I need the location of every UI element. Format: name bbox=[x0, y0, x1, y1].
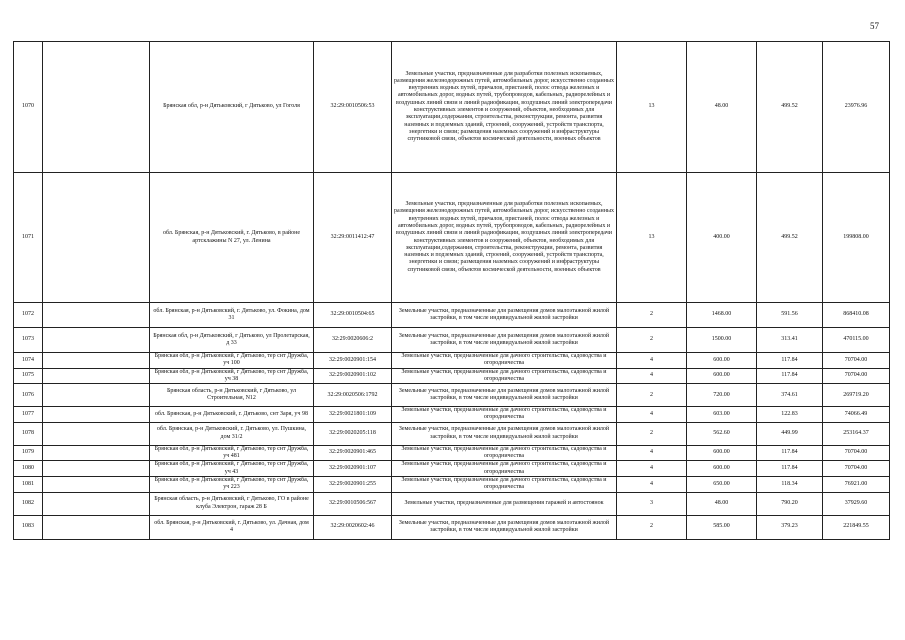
address-cell: Брянская обл, р-н Дятьковский, г Дятьково, ул Гоголя bbox=[150, 42, 314, 173]
cadastral-number-cell: 32:29:0020506:1792 bbox=[314, 384, 392, 407]
address-cell: обл. Брянская, р-н Дятьковский, г. Дятьково, ул. Дачная, дом 4 bbox=[150, 515, 314, 539]
address-cell: обл. Брянская, р-н Дятьковский, г. Дятьково, в районе артсклажины N 27, ул. Ленина bbox=[150, 173, 314, 303]
address-cell: Брянская область, р-н Дятьковский, г Дятьково, ул Строительная, N12 bbox=[150, 384, 314, 407]
row-number-cell: 1078 bbox=[14, 422, 43, 445]
address-cell: Брянская область, р-н Дятьковский, г Дятьково, ГО в районе клуба Электрон, гараж 28 Б bbox=[150, 492, 314, 515]
area-cell: 48.00 bbox=[687, 42, 757, 173]
row-number-cell: 1077 bbox=[14, 407, 43, 423]
purpose-cell: Земельные участки, предназначенные для дачного строительства, садоводства и огородничества bbox=[392, 368, 617, 384]
purpose-cell: Земельные участки, предназначенные для размещения домов малоэтажной жилой застройки, в том числе индивидуальной жилой застройки bbox=[392, 515, 617, 539]
area-cell: 1468.00 bbox=[687, 303, 757, 328]
row-number-cell: 1074 bbox=[14, 353, 43, 369]
unit-price-cell: 591.56 bbox=[757, 303, 823, 328]
cadastral-cost-cell: 269719.20 bbox=[823, 384, 890, 407]
row-number-cell: 1072 bbox=[14, 303, 43, 328]
address-cell: обл. Брянская, р-н Дятьковский, г. Дятьково, ул. Фокина, дом 31 bbox=[150, 303, 314, 328]
purpose-cell: Земельные участки, предназначенные для размещения домов малоэтажной жилой застройки, в том числе индивидуальной жилой застройки bbox=[392, 422, 617, 445]
unit-price-cell: 117.84 bbox=[757, 461, 823, 477]
table-row bbox=[14, 476, 890, 492]
row-number-cell: 1082 bbox=[14, 492, 43, 515]
cadastral-number-cell: 32:29:0020901:465 bbox=[314, 445, 392, 461]
address-cell: Брянская обл, р-н Дятьковский, г Дятьково, тер снт Дружба, уч 100 bbox=[150, 353, 314, 369]
purpose-cell: Земельные участки, предназначенные для дачного строительства, садоводства и огородничества bbox=[392, 461, 617, 477]
address-cell: обл. Брянская, р-н Дятьковский, г. Дятьково, снт Заря, уч 98 bbox=[150, 407, 314, 423]
purpose-cell: Земельные участки, предназначенные для разработки полезных ископаемых, размещения железнодорожных путей, автомобильных дорог, искусственно созданных внутренних водных путей, причалов, пристаней, полос отвода железных и автомобильных дорог, водных путей, трубопроводов, кабельных, радиорелейных и воздушных линий связи и линий радиофикации, воздушных линий электропередачи конструктивных элементов и сооружений, объектов, необходимых для эксплуатации,содержания, строительства, реконструкции, ремонта, развития наземных и подземных зданий, строений, сооружений, устройств транспорта, энергетики и связи; размещения наземных сооружений и инфраструктуры спутниковой связи, объектов космической деятельности, военных объектов bbox=[392, 42, 617, 173]
unit-price-cell: 379.23 bbox=[757, 515, 823, 539]
area-cell: 603.00 bbox=[687, 407, 757, 423]
unit-price-cell: 790.20 bbox=[757, 492, 823, 515]
group-code-cell: 4 bbox=[617, 368, 687, 384]
purpose-cell: Земельные участки, предназначенные для разработки полезных ископаемых, размещения железнодорожных путей, автомобильных дорог, искусственно созданных внутренних водных путей, причалов, пристаней, полос отвода железных и автомобильных дорог, водных путей, трубопроводов, кабельных, радиорелейных и воздушных линий связи и линий радиофикации, воздушных линий электропередачи конструктивных элементов и сооружений, объектов, необходимых для эксплуатации,содержания, строительства, реконструкции, ремонта, развития наземных и подземных зданий, строений, сооружений, устройств транспорта, энергетики и связи; размещения наземных сооружений и инфраструктуры спутниковой связи, объектов космической деятельности, военных объектов bbox=[392, 173, 617, 303]
cadastral-number-cell: 32:29:0020205:118 bbox=[314, 422, 392, 445]
empty-cell bbox=[43, 368, 150, 384]
unit-price-cell: 117.84 bbox=[757, 368, 823, 384]
area-cell: 562.60 bbox=[687, 422, 757, 445]
area-cell: 48.00 bbox=[687, 492, 757, 515]
address-cell: Брянская обл, р-н Дятьковский, г Дятьково, тер снт Дружба, уч 223 bbox=[150, 476, 314, 492]
cadastral-cost-cell: 470115.00 bbox=[823, 328, 890, 353]
purpose-cell: Земельные участки, предназначенные для дачного строительства, садоводства и огородничества bbox=[392, 353, 617, 369]
cadastral-number-cell: 32:29:0020901:255 bbox=[314, 476, 392, 492]
table-row bbox=[14, 461, 890, 477]
land-registry-table bbox=[13, 41, 890, 540]
unit-price-cell: 499.52 bbox=[757, 173, 823, 303]
table-row bbox=[14, 492, 890, 515]
group-code-cell: 4 bbox=[617, 353, 687, 369]
purpose-cell: Земельные участки, предназначенные для размещения гаражей и автостоянок bbox=[392, 492, 617, 515]
cadastral-cost-cell: 253164.37 bbox=[823, 422, 890, 445]
cadastral-cost-cell: 868410.08 bbox=[823, 303, 890, 328]
empty-cell bbox=[43, 445, 150, 461]
cadastral-cost-cell: 76921.00 bbox=[823, 476, 890, 492]
cadastral-number-cell: 32:29:0020602:46 bbox=[314, 515, 392, 539]
cadastral-number-cell: 32:29:0011412:47 bbox=[314, 173, 392, 303]
cadastral-number-cell: 32:29:0021801:109 bbox=[314, 407, 392, 423]
row-number-cell: 1075 bbox=[14, 368, 43, 384]
address-cell: Брянская обл, р-н Дятьковский, г Дятьково, тер снт Дружба, уч 38 bbox=[150, 368, 314, 384]
group-code-cell: 13 bbox=[617, 173, 687, 303]
row-number-cell: 1083 bbox=[14, 515, 43, 539]
table-row bbox=[14, 515, 890, 539]
area-cell: 600.00 bbox=[687, 445, 757, 461]
group-code-cell: 2 bbox=[617, 515, 687, 539]
cadastral-cost-cell: 70704.00 bbox=[823, 353, 890, 369]
table-row bbox=[14, 422, 890, 445]
purpose-cell: Земельные участки, предназначенные для дачного строительства, садоводства и огородничества bbox=[392, 407, 617, 423]
cadastral-cost-cell: 70704.00 bbox=[823, 461, 890, 477]
group-code-cell: 4 bbox=[617, 461, 687, 477]
empty-cell bbox=[43, 422, 150, 445]
address-cell: Брянская обл, р-н Дятьковский, г Дятьково, тер снт Дружба, уч 481 bbox=[150, 445, 314, 461]
unit-price-cell: 374.61 bbox=[757, 384, 823, 407]
cadastral-number-cell: 32:29:0010504:65 bbox=[314, 303, 392, 328]
table-row bbox=[14, 42, 890, 173]
row-number-cell: 1076 bbox=[14, 384, 43, 407]
table-row bbox=[14, 353, 890, 369]
area-cell: 600.00 bbox=[687, 353, 757, 369]
empty-cell bbox=[43, 515, 150, 539]
area-cell: 650.00 bbox=[687, 476, 757, 492]
empty-cell bbox=[43, 492, 150, 515]
table-row bbox=[14, 303, 890, 328]
empty-cell bbox=[43, 407, 150, 423]
row-number-cell: 1080 bbox=[14, 461, 43, 477]
address-cell: Брянская обл, р-н Дятьковский, г Дятьково, ул Пролетарская, д 33 bbox=[150, 328, 314, 353]
table-row bbox=[14, 368, 890, 384]
table-row bbox=[14, 384, 890, 407]
cadastral-cost-cell: 37929.60 bbox=[823, 492, 890, 515]
empty-cell bbox=[43, 303, 150, 328]
empty-cell bbox=[43, 173, 150, 303]
unit-price-cell: 117.84 bbox=[757, 353, 823, 369]
group-code-cell: 4 bbox=[617, 407, 687, 423]
cadastral-cost-cell: 23976.96 bbox=[823, 42, 890, 173]
group-code-cell: 4 bbox=[617, 476, 687, 492]
area-cell: 600.00 bbox=[687, 461, 757, 477]
area-cell: 600.00 bbox=[687, 368, 757, 384]
row-number-cell: 1081 bbox=[14, 476, 43, 492]
empty-cell bbox=[43, 476, 150, 492]
table-row bbox=[14, 328, 890, 353]
cadastral-number-cell: 32:29:0010506:53 bbox=[314, 42, 392, 173]
cadastral-cost-cell: 70704.00 bbox=[823, 368, 890, 384]
area-cell: 1500.00 bbox=[687, 328, 757, 353]
unit-price-cell: 313.41 bbox=[757, 328, 823, 353]
group-code-cell: 2 bbox=[617, 422, 687, 445]
row-number-cell: 1079 bbox=[14, 445, 43, 461]
purpose-cell: Земельные участки, предназначенные для размещения домов малоэтажной жилой застройки, в том числе индивидуальной жилой застройки bbox=[392, 384, 617, 407]
empty-cell bbox=[43, 328, 150, 353]
unit-price-cell: 122.83 bbox=[757, 407, 823, 423]
table-row bbox=[14, 173, 890, 303]
address-cell: обл. Брянская, р-н Дятьковский, г. Дятьково, ул. Пушкина, дом 31/2 bbox=[150, 422, 314, 445]
unit-price-cell: 117.84 bbox=[757, 445, 823, 461]
address-cell: Брянская обл, р-н Дятьковский, г Дятьково, тер снт Дружба, уч 43 bbox=[150, 461, 314, 477]
area-cell: 585.00 bbox=[687, 515, 757, 539]
empty-cell bbox=[43, 42, 150, 173]
empty-cell bbox=[43, 461, 150, 477]
cadastral-cost-cell: 221849.55 bbox=[823, 515, 890, 539]
cadastral-number-cell: 32:29:0020901:154 bbox=[314, 353, 392, 369]
group-code-cell: 2 bbox=[617, 303, 687, 328]
cadastral-number-cell: 32:29:0020606:2 bbox=[314, 328, 392, 353]
unit-price-cell: 118.34 bbox=[757, 476, 823, 492]
purpose-cell: Земельные участки, предназначенные для размещения домов малоэтажной жилой застройки, в том числе индивидуальной жилой застройки bbox=[392, 328, 617, 353]
group-code-cell: 4 bbox=[617, 445, 687, 461]
purpose-cell: Земельные участки, предназначенные для дачного строительства, садоводства и огородничества bbox=[392, 445, 617, 461]
area-cell: 400.00 bbox=[687, 173, 757, 303]
page-number: 57 bbox=[870, 21, 879, 31]
unit-price-cell: 449.99 bbox=[757, 422, 823, 445]
unit-price-cell: 499.52 bbox=[757, 42, 823, 173]
cadastral-cost-cell: 74066.49 bbox=[823, 407, 890, 423]
purpose-cell: Земельные участки, предназначенные для размещения домов малоэтажной жилой застройки, в том числе индивидуальной жилой застройки bbox=[392, 303, 617, 328]
empty-cell bbox=[43, 384, 150, 407]
table-row bbox=[14, 445, 890, 461]
group-code-cell: 13 bbox=[617, 42, 687, 173]
purpose-cell: Земельные участки, предназначенные для дачного строительства, садоводства и огородничества bbox=[392, 476, 617, 492]
row-number-cell: 1073 bbox=[14, 328, 43, 353]
cadastral-cost-cell: 70704.00 bbox=[823, 445, 890, 461]
row-number-cell: 1070 bbox=[14, 42, 43, 173]
empty-cell bbox=[43, 353, 150, 369]
group-code-cell: 2 bbox=[617, 384, 687, 407]
cadastral-number-cell: 32:29:0020901:102 bbox=[314, 368, 392, 384]
cadastral-cost-cell: 199808.00 bbox=[823, 173, 890, 303]
group-code-cell: 2 bbox=[617, 328, 687, 353]
table-row bbox=[14, 407, 890, 423]
group-code-cell: 3 bbox=[617, 492, 687, 515]
cadastral-number-cell: 32:29:0010506:567 bbox=[314, 492, 392, 515]
area-cell: 720.00 bbox=[687, 384, 757, 407]
row-number-cell: 1071 bbox=[14, 173, 43, 303]
cadastral-number-cell: 32:29:0020901:107 bbox=[314, 461, 392, 477]
